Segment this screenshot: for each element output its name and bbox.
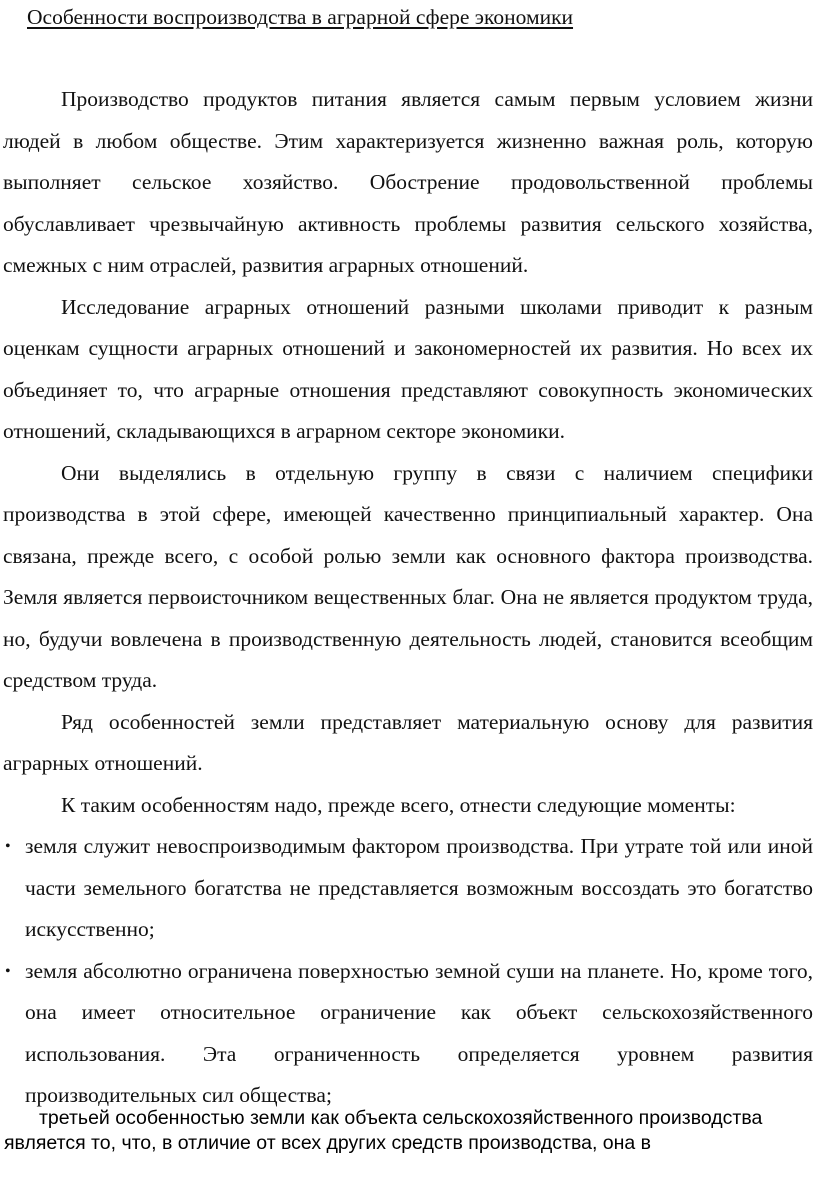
paragraph-1: Производство продуктов питания является самым первым условием жизни людей в любом обществе. Этим характеризуется жизненно важная роль, которую выполняет сельское хозяйство. Обострение продовольственной проблемы обуславливает чрезвычайную активность проблемы развития сельского хозяйства, смежных с ним отраслей, развития аграрных отношений. bbox=[3, 87, 813, 277]
paragraph-2: Исследование аграрных отношений разными школами приводит к разным оценкам сущности аграрных отношений и закономерностей их развития. Но всех их объединяет то, что аграрные отношения представляют совокупность экономических отношений, складывающихся в аграрном секторе экономики. bbox=[3, 294, 813, 443]
list-item bbox=[3, 826, 813, 951]
list-item-text: земля служит невоспроизводимым фактором производства. При утрате той или иной части земельного богатства не представляется возможным воссоздать это богатство искусственно; bbox=[25, 834, 813, 941]
bullet-icon: • bbox=[5, 962, 11, 980]
features-list bbox=[3, 826, 813, 1117]
paragraph-3: Они выделялись в отдельную группу в связи с наличием специфики производства в этой сфере, имеющей качественно принципиальный характер. Она связана, прежде всего, с особой ролью земли как основного фактора производства. Земля является первоисточником вещественных благ. Она не является продуктом труда, но, будучи вовлечена в производственную деятельность людей, становится всеобщим средством труда. bbox=[3, 460, 813, 692]
list-item bbox=[3, 951, 813, 1117]
paragraph-4: Ряд особенностей земли представляет материальную основу для развития аграрных отношений. bbox=[3, 709, 813, 775]
document-title: Особенности воспроизводства в аграрной сфере экономики bbox=[27, 5, 574, 29]
tail-paragraph: третьей особенностью земли как объекта сельскохозяйственного производства является то, что, в отличие от всех других средств производства, она в bbox=[4, 1107, 763, 1154]
bullet-icon: • bbox=[5, 838, 11, 855]
list-item-text: земля абсолютно ограничена поверхностью земной суши на планете. Но, кроме того, она имеет относительное ограничение как объект сельскохозяйственного использования. Эта ограниченность определяется уровнем развития производительных сил общества; bbox=[25, 958, 813, 1107]
paragraph-5: К таким особенностям надо, прежде всего, отнести следующие моменты: bbox=[61, 792, 736, 817]
document-body bbox=[3, 79, 813, 1117]
